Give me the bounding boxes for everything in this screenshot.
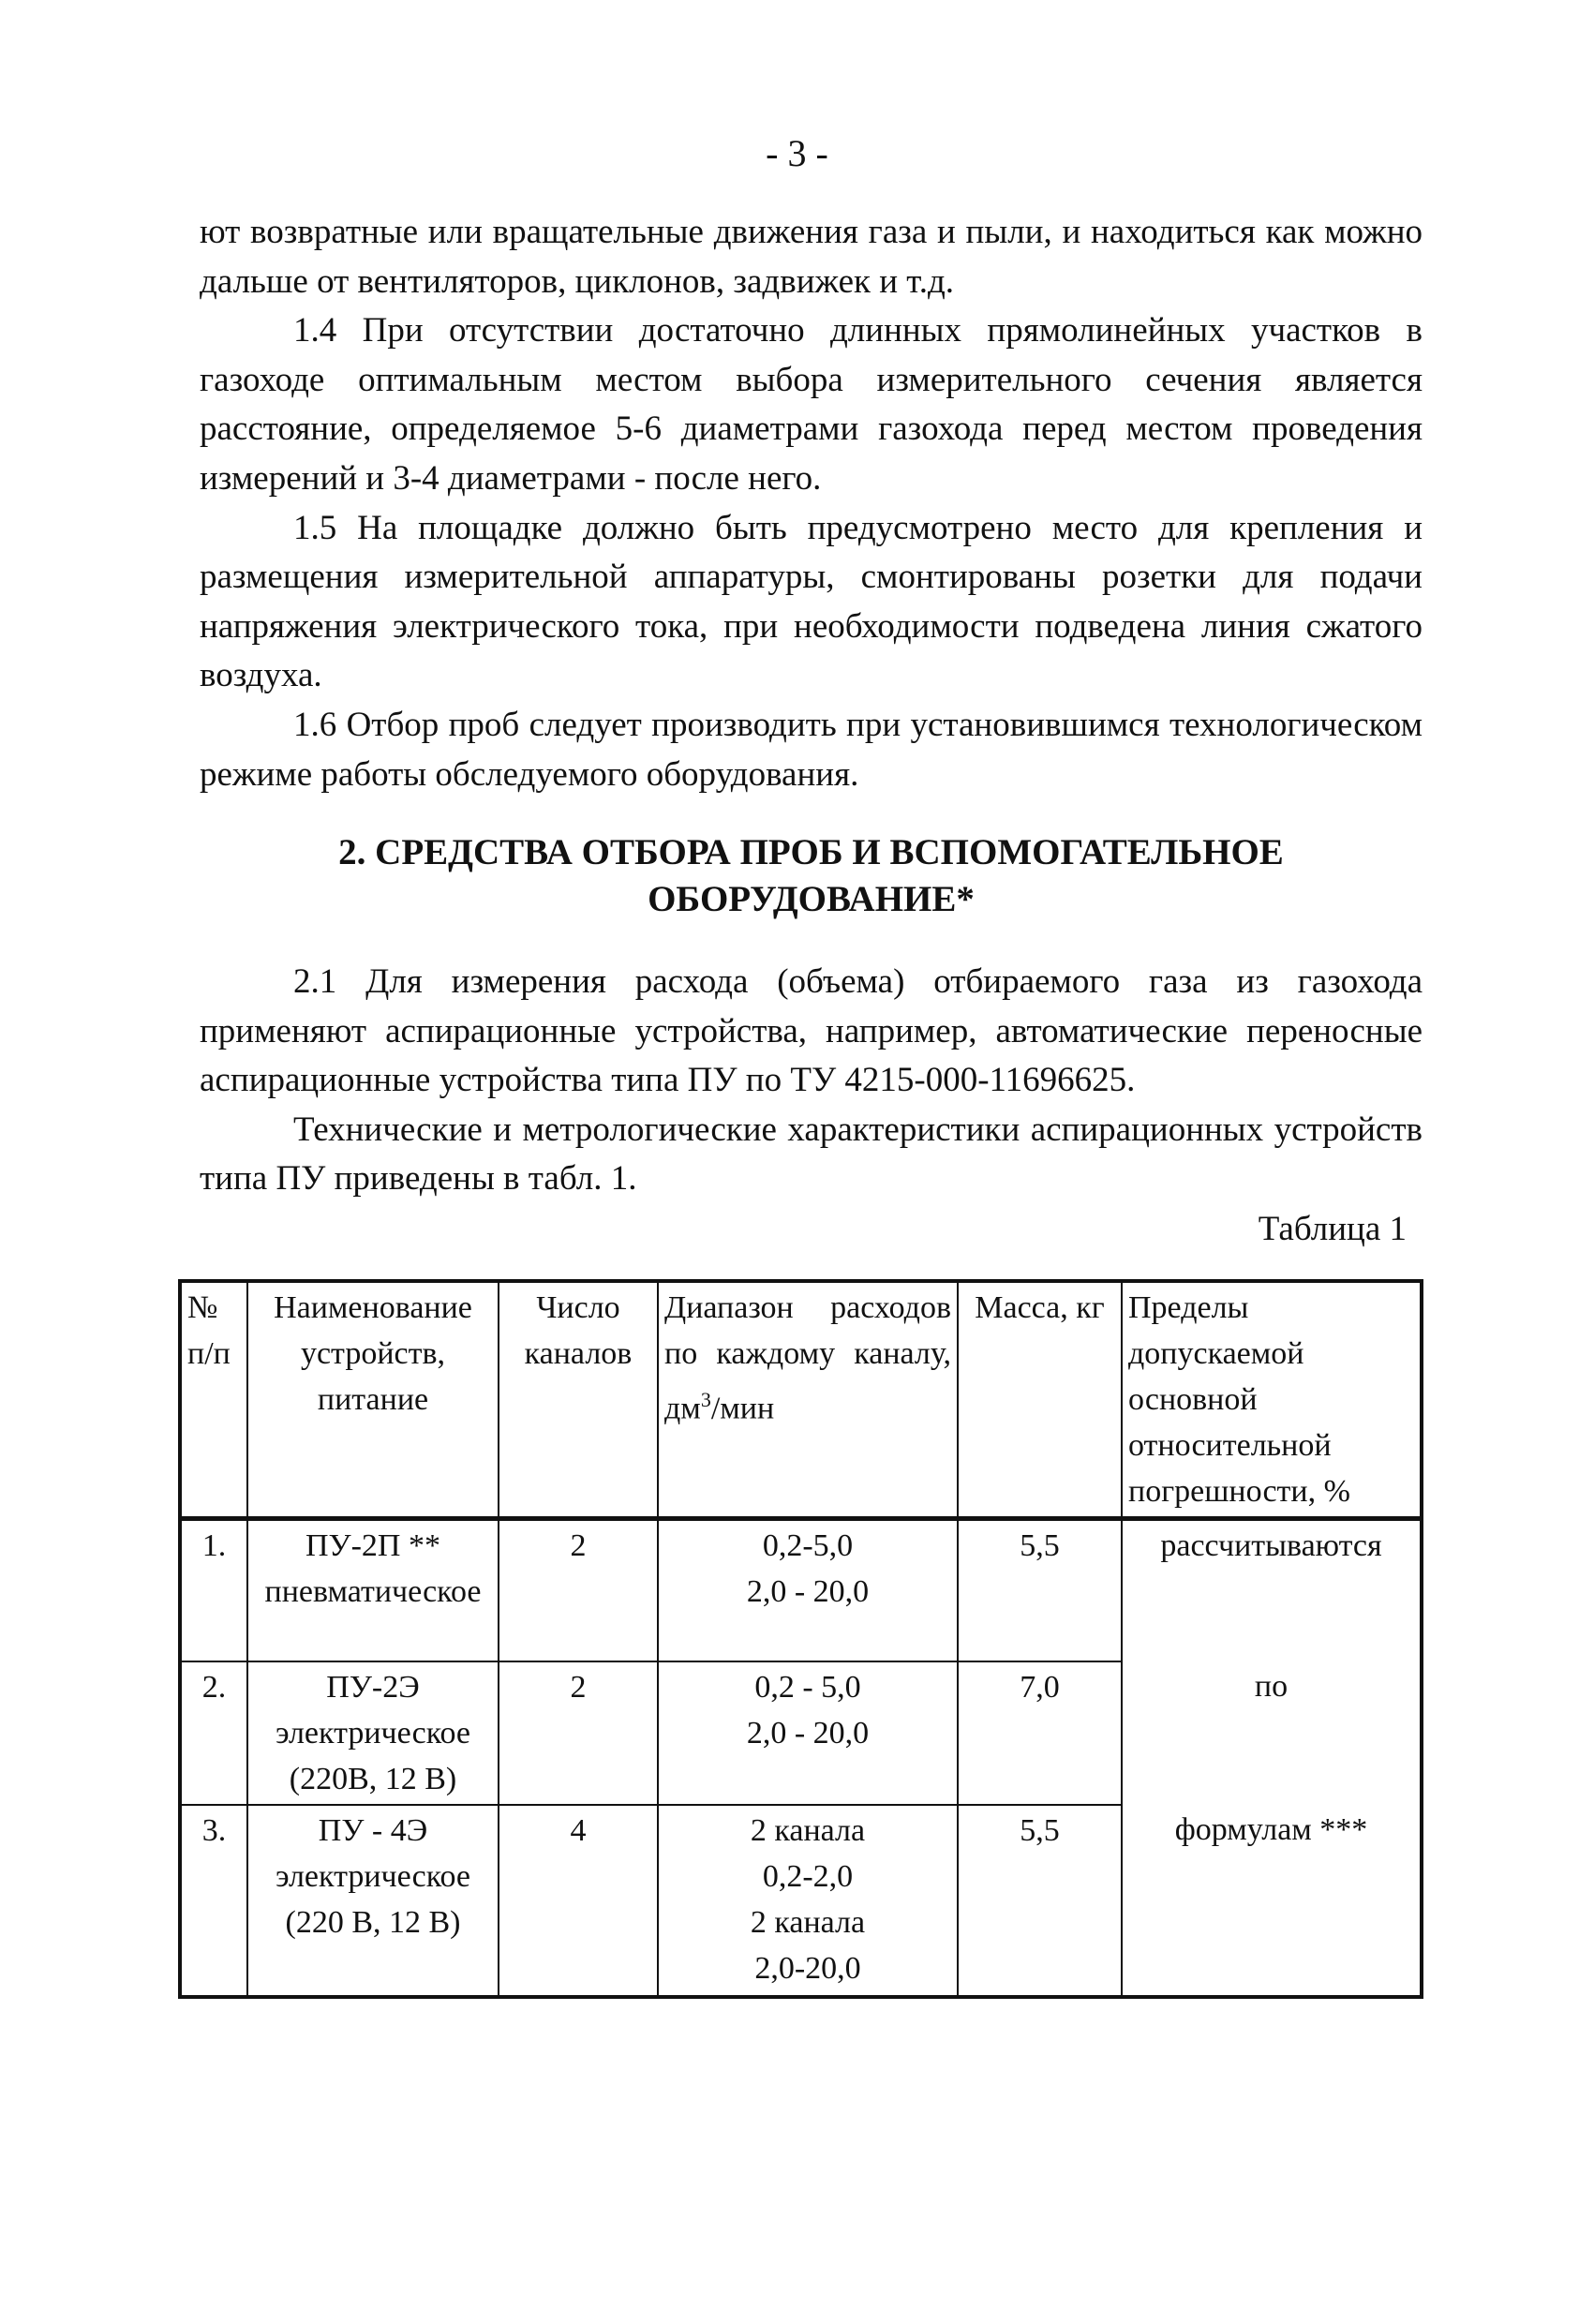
header-num: № п/п xyxy=(180,1281,247,1519)
body-text-section-1 xyxy=(200,208,1423,799)
header-channels: Число каналов xyxy=(499,1281,658,1519)
table-row xyxy=(180,1661,1422,1805)
header-mass: Масса, кг xyxy=(958,1281,1122,1519)
body-text-section-2 xyxy=(200,958,1423,1204)
paragraph-tech-characteristics: Технические и метрологические характеристики аспирационных устройств типа ПУ приведены в табл. 1. xyxy=(200,1110,1423,1199)
table-caption: Таблица 1 xyxy=(1258,1210,1407,1248)
row-mass: 5,5 xyxy=(958,1519,1122,1661)
row-name: ПУ-2Э электрическое (220В, 12 В) xyxy=(247,1661,499,1805)
table-header-row xyxy=(180,1281,1422,1519)
heading-line-2: ОБОРУДОВАНИЕ* xyxy=(648,879,975,919)
paragraph-2-1: 2.1 Для измерения расхода (объема) отбираемого газа из газохода применяют аспирационные устройства, например, автоматические переносные аспирационные устройства типа ПУ по ТУ 4215-000-11696625. xyxy=(200,962,1423,1100)
row-channels: 2 xyxy=(499,1661,658,1805)
row-channels: 2 xyxy=(499,1519,658,1661)
row-channels: 4 xyxy=(499,1805,658,1997)
row-num: 2. xyxy=(180,1661,247,1805)
row-range: 2 канала 0,2-2,0 2 канала 2,0-20,0 xyxy=(658,1805,958,1997)
paragraph-1-4: 1.4 При отсутствии достаточно длинных прямолинейных участков в газоходе оптимальным местом выбора измерительного сечения является расстояние, определяемое 5-6 диаметрами газохода перед местом проведения измерений и 3-4 диаметрами - после него. xyxy=(200,311,1423,498)
section-heading xyxy=(200,829,1423,923)
row-name: ПУ - 4Э электрическое (220 В, 12 В) xyxy=(247,1805,499,1997)
specifications-table xyxy=(178,1279,1423,1999)
row-range: 0,2 - 5,0 2,0 - 20,0 xyxy=(658,1661,958,1805)
table-row xyxy=(180,1805,1422,1997)
row-num: 1. xyxy=(180,1519,247,1661)
paragraph-1-5: 1.5 На площадке должно быть предусмотрено место для крепления и размещения измерительной аппаратуры, смонтированы розетки для подачи напряжения электрического тока, при необходимости подведена линия сжатого воздуха. xyxy=(200,508,1423,695)
paragraph-continuation: ют возвратные или вращательные движения газа и пыли, и находиться как можно дальше от вентиляторов, циклонов, задвижек и т.д. xyxy=(200,213,1423,301)
row-range: 0,2-5,0 2,0 - 20,0 xyxy=(658,1519,958,1661)
paragraph-1-6: 1.6 Отбор проб следует производить при установившимся технологическом режиме работы обследуемого оборудования. xyxy=(200,705,1423,794)
table-row xyxy=(180,1519,1422,1661)
row-name: ПУ-2П ** пневматическое xyxy=(247,1519,499,1661)
heading-line-1: 2. СРЕДСТВА ОТБОРА ПРОБ И ВСПОМОГАТЕЛЬНОЕ xyxy=(338,832,1284,872)
header-name: Наименование устройств, питание xyxy=(247,1281,499,1519)
row-mass: 7,0 xyxy=(958,1661,1122,1805)
row-mass: 5,5 xyxy=(958,1805,1122,1997)
header-error: Пределы допускаемой основной относительной погрешности, % xyxy=(1122,1281,1422,1519)
header-range: Диапазон расходов по каждому каналу, $дм^3$/мин xyxy=(658,1281,958,1519)
row-error: рассчитываются xyxy=(1122,1519,1422,1661)
row-num: 3. xyxy=(180,1805,247,1997)
page-number: - 3 - xyxy=(766,132,828,174)
row-error: по xyxy=(1122,1661,1422,1805)
row-error: формулам *** xyxy=(1122,1805,1422,1997)
